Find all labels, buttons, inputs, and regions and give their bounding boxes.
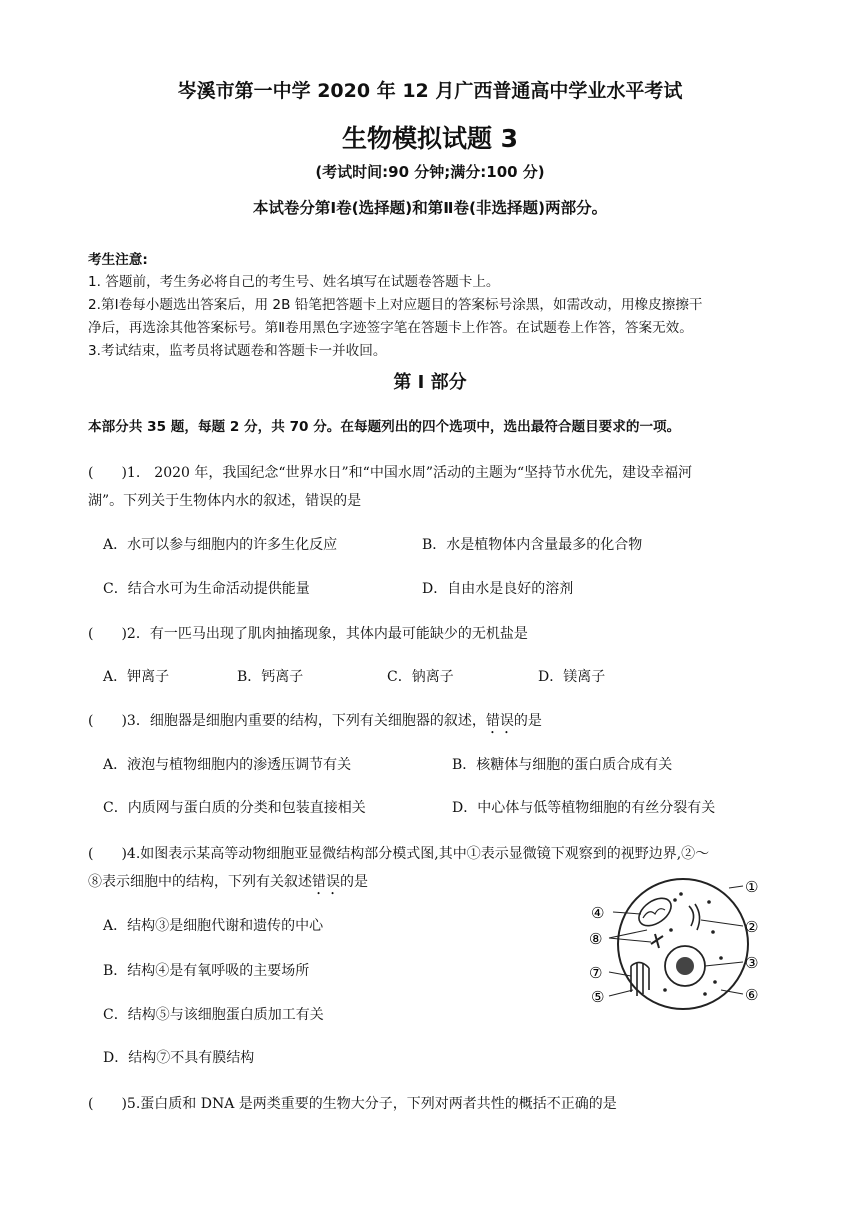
question-1-line-1: ( )1. 2020 年，我国纪念“世界水日”和“中国水周”活动的主题为“坚持节水优先，建设幸福河 (88, 465, 693, 481)
question-3-line-1 (88, 710, 542, 737)
figure-label-2: ② (745, 918, 759, 936)
question-2-option-b: B．钙离子 (237, 669, 304, 685)
figure-label-8: ⑧ (589, 930, 603, 948)
question-4-line-1: ( )4.如图表示某高等动物细胞亚显微结构部分模式图,其中①表示显微镜下观察到的视野边界,②～ (88, 846, 710, 862)
exam-parts-note: 本试卷分第Ⅰ卷(选择题)和第Ⅱ卷(非选择题)两部分。 (252, 199, 608, 217)
notice-heading: 考生注意: (88, 252, 148, 268)
notice-item-3: 3.考试结束，监考员将试题卷和答题卡一并收回。 (88, 343, 387, 359)
exam-subject-title: 生物模拟试题 3 (341, 124, 519, 153)
er-shape (631, 962, 649, 996)
question-1-option-d: D．自由水是良好的溶剂 (422, 581, 574, 597)
mitochondrion-shape (634, 893, 676, 932)
question-4-emphasis: 错误 (312, 874, 340, 890)
question-3-emphasis: 错误 (485, 713, 514, 729)
figure-label-6: ⑥ (745, 986, 759, 1004)
question-3-stem-end: 的是 (513, 713, 542, 729)
question-1-option-c: C．结合水可为生命活动提供能量 (103, 581, 310, 597)
question-3-stem: ( )3．细胞器是细胞内重要的结构，下列有关细胞器的叙述， (88, 713, 486, 729)
question-4-option-b: B．结构④是有氧呼吸的主要场所 (103, 963, 310, 979)
question-1-option-a: A．水可以参与细胞内的许多生化反应 (103, 537, 338, 553)
notice-item-2-cont: 净后，再选涂其他答案标号。第Ⅱ卷用黑色字迹签字笔在答题卡上作答。在试题卷上作答，答案无效。 (88, 320, 693, 336)
question-4-option-a: A．结构③是细胞代谢和遗传的中心 (103, 918, 324, 934)
figure-label-7: ⑦ (589, 964, 603, 982)
section-instruction: 本部分共 35 题，每题 2 分，共 70 分。在每题列出的四个选项中，选出最符合题目要求的一项。 (88, 419, 681, 435)
question-3-option-b: B．核糖体与细胞的蛋白质合成有关 (452, 757, 673, 773)
question-4-stem-end: 的是 (340, 874, 368, 890)
question-4-option-c: C．结构⑤与该细胞蛋白质加工有关 (103, 1007, 324, 1023)
figure-label-1: ① (745, 878, 759, 896)
mitochondrion-cristae (643, 909, 665, 918)
exam-time-score: (考试时间:90 分钟;满分:100 分) (315, 163, 545, 181)
question-2-option-a: A．钾离子 (103, 669, 170, 685)
figure-label-4: ④ (591, 904, 605, 922)
centriole-shape (651, 934, 663, 948)
question-4-line-2 (88, 871, 368, 898)
figure-label-3: ③ (745, 954, 759, 972)
golgi-shape (689, 904, 700, 930)
question-2-option-c: C．钠离子 (387, 669, 454, 685)
question-2-line-1: ( )2．有一匹马出现了肌肉抽搐现象，其体内最可能缺少的无机盐是 (88, 626, 528, 642)
notice-item-1: 1. 答题前，考生务必将自己的考生号、姓名填写在试题卷答题卡上。 (88, 274, 500, 290)
figure-label-5: ⑤ (591, 988, 605, 1006)
question-4-option-d: D．结构⑦不具有膜结构 (103, 1050, 255, 1066)
question-3-option-d: D．中心体与低等植物细胞的有丝分裂有关 (452, 800, 716, 816)
question-1-option-b: B．水是植物体内含量最多的化合物 (422, 537, 643, 553)
question-4-stem: ⑧表示细胞中的结构，下列有关叙述 (88, 874, 312, 890)
nucleolus-shape (676, 957, 694, 975)
question-1-line-2: 湖”。下列关于生物体内水的叙述，错误的是 (88, 493, 362, 509)
animal-cell-diagram (585, 872, 785, 1012)
school-exam-title: 岑溪市第一中学 2020 年 12 月广西普通高中学业水平考试 (177, 80, 683, 102)
question-5-line-1: ( )5.蛋白质和 DNA 是两类重要的生物大分子，下列对两者共性的概括不正确的是 (88, 1096, 617, 1112)
question-3-option-a: A．液泡与植物细胞内的渗透压调节有关 (103, 757, 352, 773)
notice-item-2: 2.第Ⅰ卷每小题选出答案后，用 2B 铅笔把答题卡上对应题目的答案标号涂黑，如需改动，用橡皮擦擦干 (88, 297, 703, 313)
question-3-option-c: C．内质网与蛋白质的分类和包装直接相关 (103, 800, 366, 816)
section-title: 第 I 部分 (393, 372, 467, 393)
question-2-option-d: D．镁离子 (538, 669, 606, 685)
